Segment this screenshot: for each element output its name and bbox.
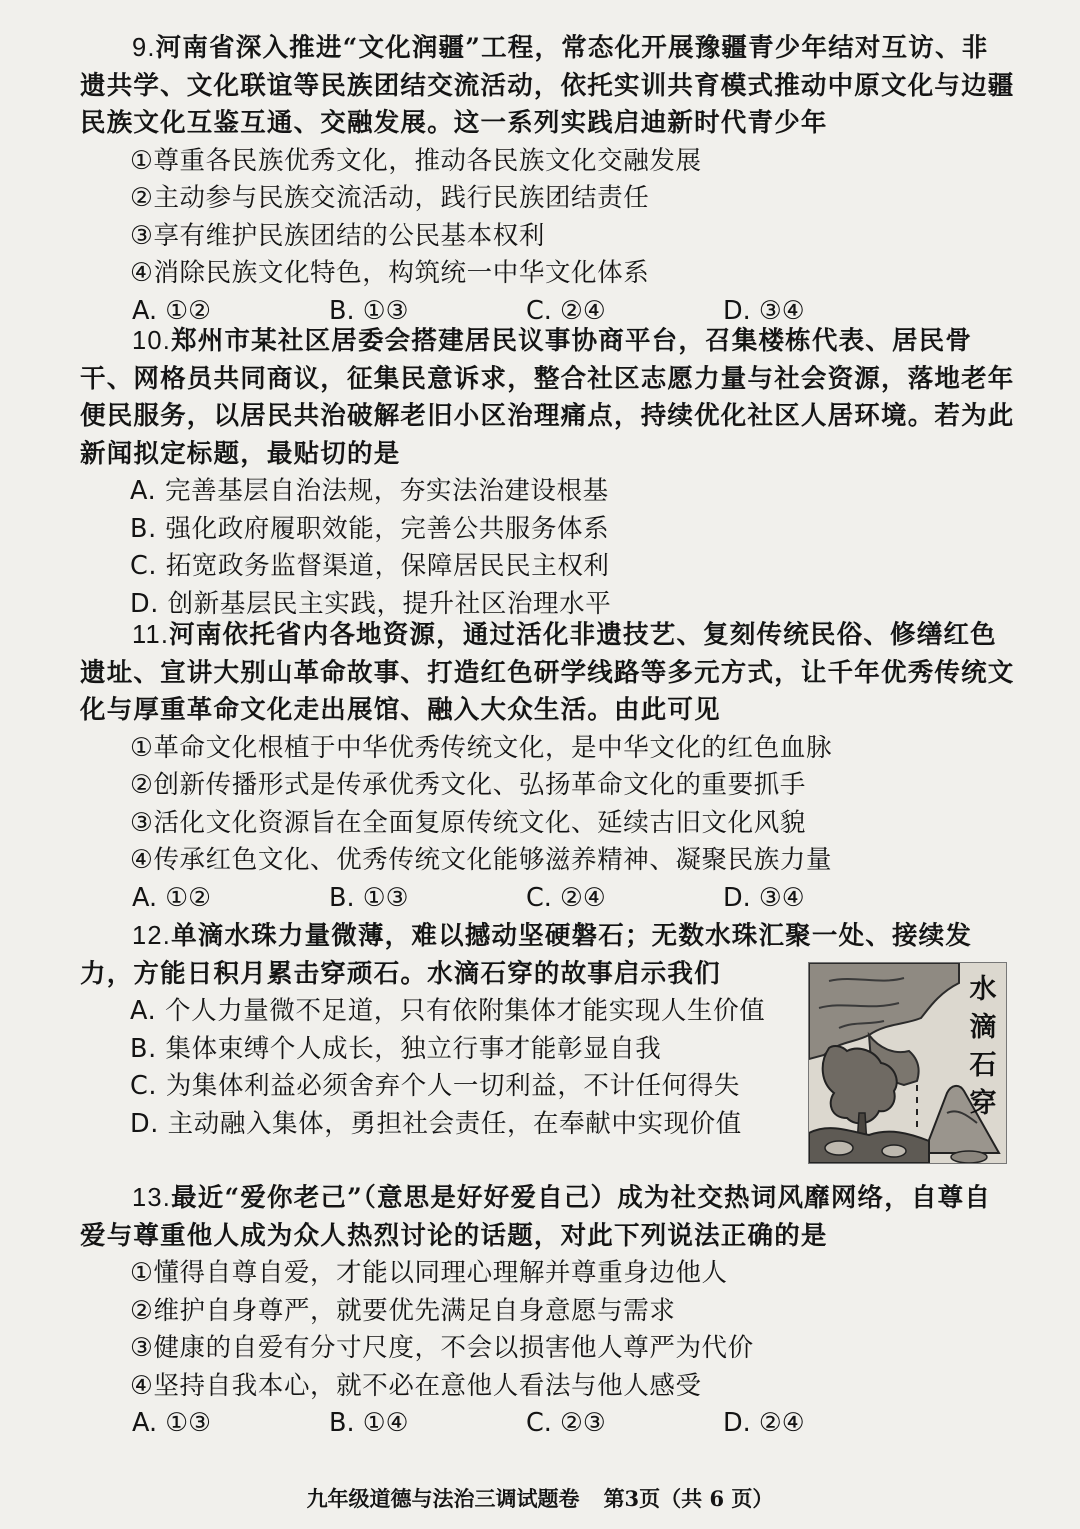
question-stem [80, 323, 1015, 473]
choice-b: B. ①③ [329, 882, 409, 913]
option-b: B. 强化政府履职效能，完善公共服务体系 [130, 513, 610, 544]
question-stem [80, 617, 1015, 730]
statement-item: ①革命文化根植于中华优秀传统文化，是中华文化的红色血脉 [130, 732, 833, 763]
option-a: A. 完善基层自治法规，夯实法治建设根基 [130, 476, 609, 506]
question-number: 10. [132, 327, 172, 355]
choice-a: A. ①③ [132, 1408, 211, 1438]
question-number: 13. [132, 1184, 172, 1212]
exam-title: 九年级道德与法治三调试题卷 [306, 1486, 580, 1511]
option-a: A. 个人力量微不足道，只有依附集体才能实现人生价值 [130, 996, 766, 1026]
question-number: 12. [132, 922, 172, 950]
choice-d: D. ②④ [723, 1408, 805, 1438]
choice-c: C. ②④ [526, 882, 606, 913]
illustration-caption: 水滴石穿 [969, 974, 997, 1119]
question-text: 河南省深入推进“文化润疆”工程，常态化开展豫疆青少年结对互访、非遗共学、文化联谊等民族团结交流活动，依托实训共育模式推动中原文化与边疆民族文化互鉴互通、交融发展。这一系列实践启迪新时代青少年 [80, 33, 1015, 138]
question-text: 郑州市某社区居委会搭建居民议事协商平台，召集楼栋代表、居民骨干、网格员共同商议，征集民意诉求，整合社区志愿力量与社会资源，落地老年便民服务，以居民共治破解老旧小区治理痛点，持续优化社区人居环境。若为此新闻拟定标题，最贴切的是 [80, 326, 1015, 469]
option-d: D. 主动融入集体，勇担社会责任，在奉献中实现价值 [130, 1108, 742, 1139]
choice-a: A. ①② [132, 882, 211, 913]
answer-choices [80, 1405, 1015, 1443]
question-stem [80, 30, 1015, 143]
statement-item: ①尊重各民族优秀文化，推动各民族文化交融发展 [130, 145, 702, 176]
question-number: 9. [132, 34, 156, 62]
option-c: C. 拓宽政务监督渠道，保障居民民主权利 [130, 551, 610, 581]
choice-b: B. ①④ [329, 1408, 409, 1438]
choice-d: D. ③④ [723, 295, 805, 326]
question-9 [80, 30, 1015, 330]
question-text-line-2: 力，方能日积月累击穿顽石。水滴石穿的故事启示我们 [80, 958, 721, 989]
statement-item: ③活化文化资源旨在全面复原传统文化、延续古旧文化风貌 [130, 807, 806, 838]
choice-c: C. ②④ [526, 295, 606, 326]
statement-item: ④消除民族文化特色，构筑统一中华文化体系 [130, 258, 650, 288]
question-11 [80, 617, 1015, 917]
choice-a: A. ①② [132, 295, 211, 326]
option-list [80, 473, 1015, 623]
choice-c: C. ②③ [526, 1408, 606, 1438]
statement-item: ②创新传播形式是传承优秀文化、弘扬革命文化的重要抓手 [130, 770, 806, 800]
statement-item: ②维护自身尊严，就要优先满足自身意愿与需求 [130, 1295, 676, 1326]
choice-b: B. ①③ [329, 295, 409, 326]
statement-list [80, 730, 1015, 880]
question-stem [80, 1180, 1015, 1255]
statement-item: ③健康的自爱有分寸尺度，不会以损害他人尊严为代价 [130, 1333, 754, 1363]
page-footer [0, 1484, 1080, 1514]
choice-d: D. ③④ [723, 882, 805, 913]
statement-item: ③享有维护民族团结的公民基本权利 [130, 220, 545, 251]
statement-item: ①懂得自尊自爱，才能以同理心理解并尊重身边他人 [130, 1258, 728, 1288]
option-d: D. 创新基层民主实践，提升社区治理水平 [130, 588, 612, 619]
statement-list [80, 1255, 1015, 1405]
question-10 [80, 323, 1015, 623]
question-text: 河南依托省内各地资源，通过活化非遗技艺、复刻传统民俗、修缮红色遗址、宣讲大别山革命故事、打造红色研学线路等多元方式，让千年优秀传统文化与厚重革命文化走出展馆、融入大众生活。由此可见 [80, 620, 1015, 725]
option-b: B. 集体束缚个人成长，独立行事才能彰显自我 [130, 1033, 662, 1064]
question-13 [80, 1180, 1015, 1443]
question-text: 最近“爱你老己”（意思是好好爱自己）成为社交热词风靡网络，自尊自爱与尊重他人成为众人热烈讨论的话题，对此下列说法正确的是 [80, 1183, 992, 1251]
page-number: 第3页（共 6 页） [603, 1486, 774, 1511]
statement-item: ④传承红色文化、优秀传统文化能够滋养精神、凝聚民族力量 [130, 845, 833, 875]
illustration-water-drop-stone [808, 962, 1007, 1164]
question-number: 11. [132, 621, 170, 649]
answer-choices [80, 880, 1015, 918]
statement-list [80, 143, 1015, 293]
option-c: C. 为集体利益必须舍弃个人一切利益，不计任何得失 [130, 1071, 741, 1101]
statement-item: ④坚持自我本心，就不必在意他人看法与他人感受 [130, 1370, 702, 1401]
question-stem [80, 918, 1015, 956]
statement-item: ②主动参与民族交流活动，践行民族团结责任 [130, 183, 650, 213]
question-text-line-1: 单滴水珠力量微薄，难以撼动坚硬磐石；无数水珠汇聚一处、接续发 [171, 921, 973, 951]
